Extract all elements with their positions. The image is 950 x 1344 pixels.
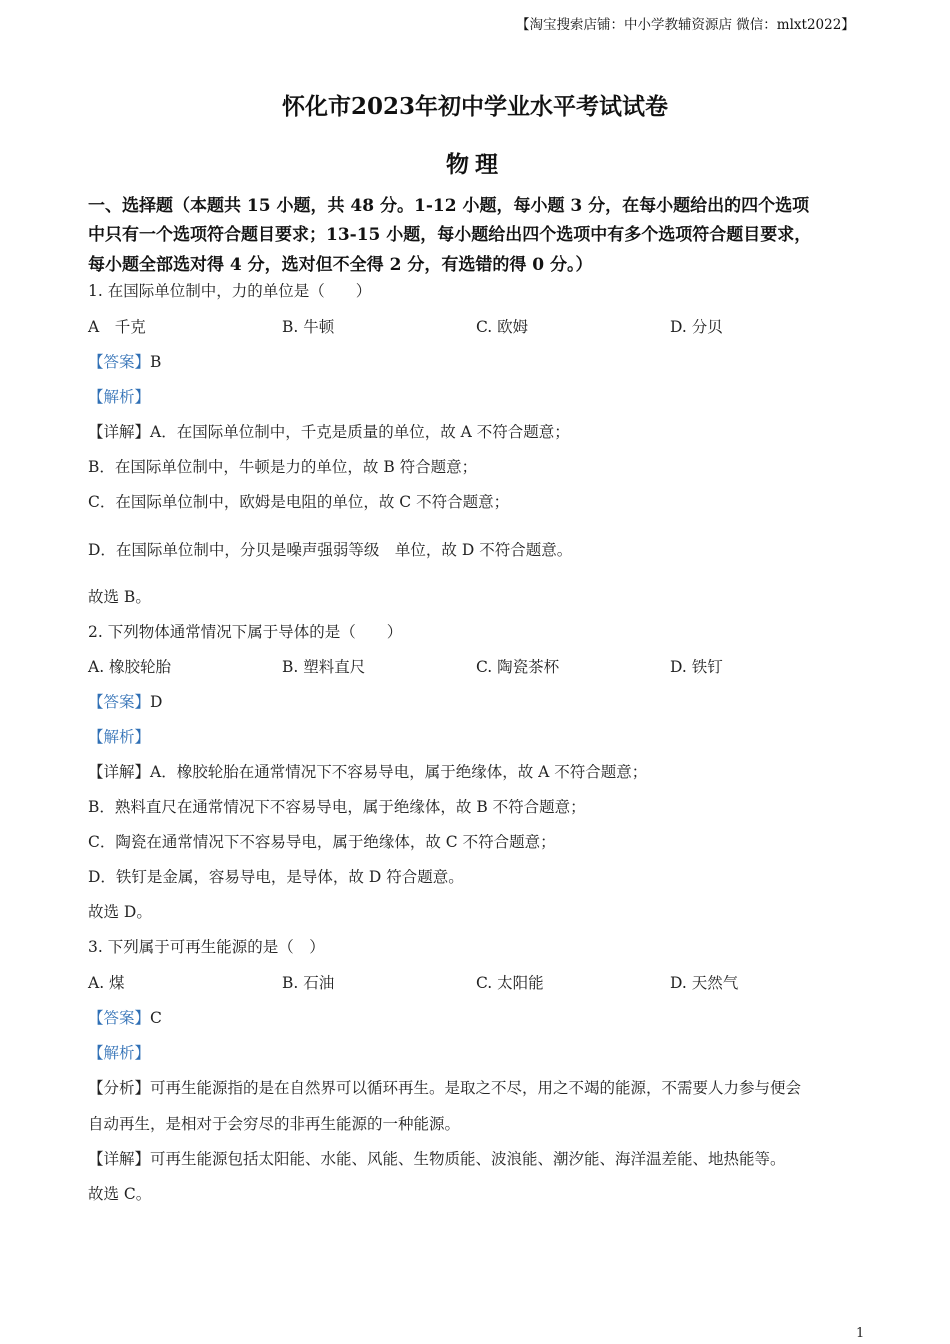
answer-label: 【答案】 xyxy=(88,353,151,371)
q1-conclusion: 故选 B。 xyxy=(88,588,151,606)
q2-stem: 2. 下列物体通常情况下属于导体的是（ ） xyxy=(88,623,403,641)
q2-analysis-label: 【解析】 xyxy=(88,728,151,746)
q3-fenxi-line-1 xyxy=(88,1076,801,1098)
q1-answer xyxy=(88,350,161,372)
q3-fenxi-line-2: 自动再生，是相对于会穷尽的非再生能源的一种能源。 xyxy=(88,1115,461,1133)
q2-option-b: B. 塑料直尺 xyxy=(282,658,366,676)
q1-analysis-label: 【解析】 xyxy=(88,388,151,406)
q1-option-a: A 千克 xyxy=(88,318,146,336)
q3-detail xyxy=(88,1147,786,1169)
fenxi-label: 【分析】 xyxy=(88,1079,151,1097)
section-instructions-line-3: 每小题全部选对得 4 分，选对但不全得 2 分，有选错的得 0 分。） xyxy=(88,255,593,275)
q3-option-a: A. 煤 xyxy=(88,974,125,992)
subject-title: 物理 xyxy=(446,151,504,178)
q1-detail-d: D．在国际单位制中，分贝是噪声强弱等级 单位，故 D 不符合题意。 xyxy=(88,541,573,559)
q2-option-d: D. 铁钉 xyxy=(670,658,723,676)
detail-label: 【详解】 xyxy=(88,1150,151,1168)
q3-analysis-label: 【解析】 xyxy=(88,1044,151,1062)
q2-detail-a xyxy=(88,760,647,782)
q2-detail-d: D．铁钉是金属，容易导电，是导体，故 D 符合题意。 xyxy=(88,868,464,886)
detail-label: 【详解】 xyxy=(88,423,151,441)
q2-answer-value: D xyxy=(150,693,163,711)
answer-label: 【答案】 xyxy=(88,1009,151,1027)
section-instructions-line-1: 一、选择题（本题共 15 小题，共 48 分。1-12 小题，每小题 3 分，在每小题给出的四个选项 xyxy=(88,196,810,216)
q3-option-c: C. 太阳能 xyxy=(476,974,544,992)
q3-stem: 3. 下列属于可再生能源的是（ ） xyxy=(88,938,325,956)
q3-fenxi-text: 可再生能源指的是在自然界可以循环再生。是取之不尽，用之不竭的能源，不需要人力参与便会 xyxy=(150,1079,802,1097)
q2-conclusion: 故选 D。 xyxy=(88,903,152,921)
q3-answer-value: C xyxy=(150,1009,162,1027)
q2-option-c: C. 陶瓷茶杯 xyxy=(476,658,560,676)
q1-detail-c: C．在国际单位制中，欧姆是电阻的单位，故 C 不符合题意； xyxy=(88,493,510,511)
page-number: 1 xyxy=(856,1326,865,1341)
section-instructions-line-2: 中只有一个选项符合题目要求；13-15 小题，每小题给出四个选项中有多个选项符合题目要求， xyxy=(88,225,812,245)
q2-detail-b: B．熟料直尺在通常情况下不容易导电，属于绝缘体，故 B 不符合题意； xyxy=(88,798,586,816)
q1-detail-a xyxy=(88,420,570,442)
q1-option-d: D. 分贝 xyxy=(670,318,723,336)
q2-option-a: A. 橡胶轮胎 xyxy=(88,658,172,676)
exam-title: 怀化市2023年初中学业水平考试试卷 xyxy=(281,93,668,120)
q3-option-d: D. 天然气 xyxy=(670,974,739,992)
q1-option-b: B. 牛顿 xyxy=(282,318,335,336)
q3-detail-text: 可再生能源包括太阳能、水能、风能、生物质能、波浪能、潮汐能、海洋温差能、地热能等。 xyxy=(150,1150,786,1168)
detail-label: 【详解】 xyxy=(88,763,151,781)
q3-option-b: B. 石油 xyxy=(282,974,335,992)
q1-detail-a-text: A．在国际单位制中，千克是质量的单位，故 A 不符合题意； xyxy=(150,423,570,441)
q2-answer xyxy=(88,690,162,712)
q1-detail-b: B．在国际单位制中，牛顿是力的单位，故 B 符合题意； xyxy=(88,458,478,476)
q1-answer-value: B xyxy=(150,353,162,371)
page-header: 【淘宝搜索店铺：中小学教辅资源店 微信：mlxt2022】 xyxy=(516,17,855,33)
q2-detail-a-text: A．橡胶轮胎在通常情况下不容易导电，属于绝缘体，故 A 不符合题意； xyxy=(150,763,648,781)
q3-conclusion: 故选 C。 xyxy=(88,1185,152,1203)
q1-option-c: C. 欧姆 xyxy=(476,318,529,336)
q1-stem: 1. 在国际单位制中，力的单位是（ ） xyxy=(88,282,372,300)
answer-label: 【答案】 xyxy=(88,693,151,711)
q2-detail-c: C．陶瓷在通常情况下不容易导电，属于绝缘体，故 C 不符合题意； xyxy=(88,833,556,851)
q3-answer xyxy=(88,1006,162,1028)
